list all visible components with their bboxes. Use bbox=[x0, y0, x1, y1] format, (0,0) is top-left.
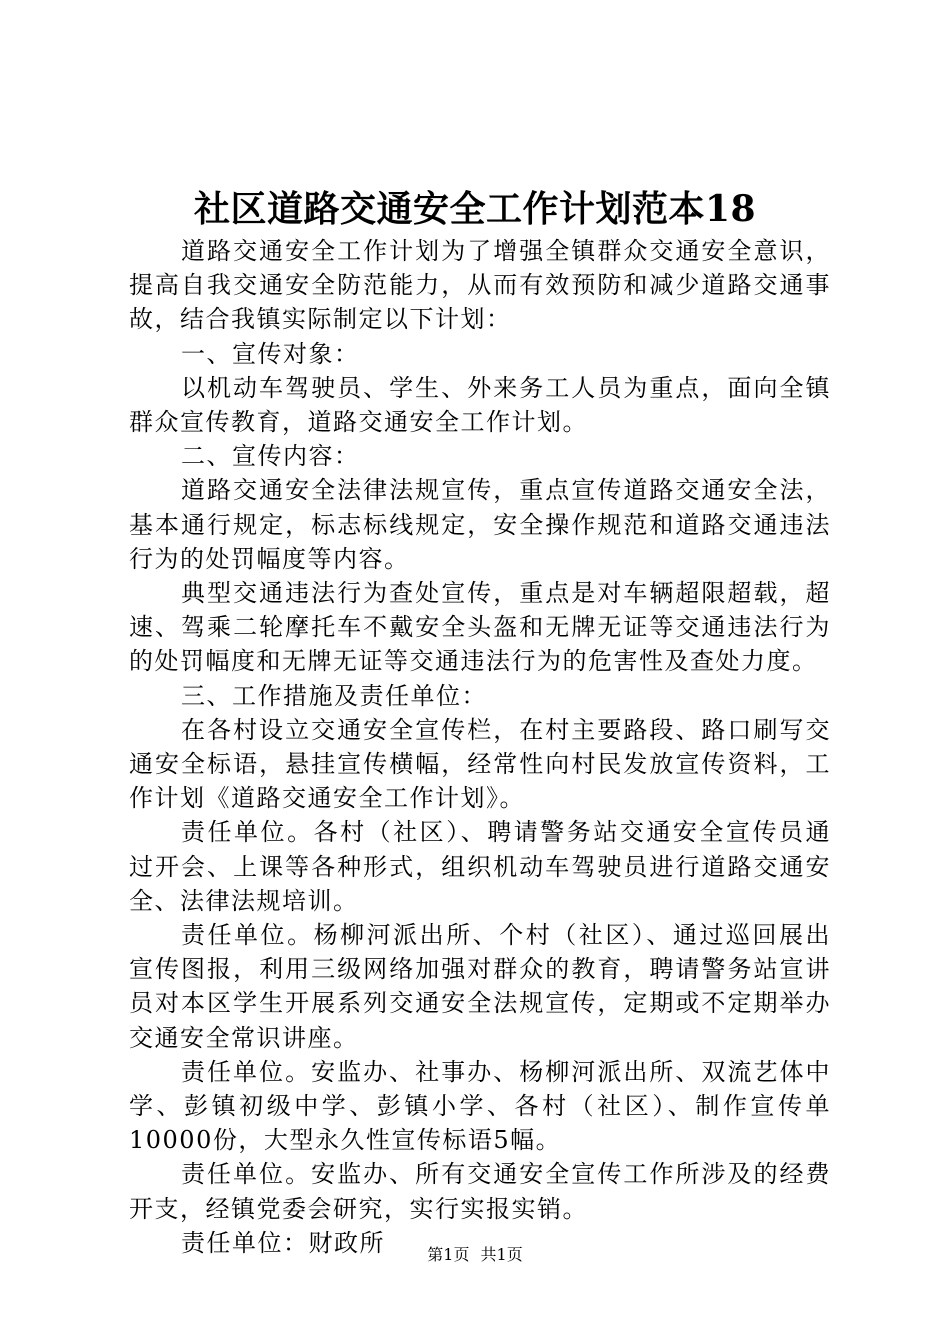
page-number-current: 第1页 bbox=[427, 1245, 470, 1264]
paragraph: 责任单位。安监办、社事办、杨柳河派出所、双流艺体中学、彭镇初级中学、彭镇小学、各村（社区）、制作宣传单10000份，大型永久性宣传标语5幅。 bbox=[129, 1057, 831, 1155]
document-title: 社区道路交通安全工作计划范本18 bbox=[193, 188, 757, 230]
section-heading-1: 一、宣传对象： bbox=[181, 339, 360, 368]
paragraph: 在各村设立交通安全宣传栏，在村主要路段、路口刷写交通安全标语，悬挂宣传横幅，经常性向村民发放宣传资料，工作计划《道路交通安全工作计划》。 bbox=[129, 715, 831, 813]
paragraph: 责任单位。各村（社区）、聘请警务站交通安全宣传员通过开会、上课等各种形式，组织机动车驾驶员进行道路交通安全、法律法规培训。 bbox=[129, 818, 831, 915]
paragraph: 责任单位。杨柳河派出所、个村（社区）、通过巡回展出宣传图报，利用三级网络加强对群众的教育，聘请警务站宣讲员对本区学生开展系列交通安全法规宣传，定期或不定期举办交通安全常识讲座。 bbox=[129, 921, 831, 1052]
paragraph: 责任单位：财政所 bbox=[181, 1228, 385, 1257]
paragraph: 典型交通违法行为查处宣传，重点是对车辆超限超载，超速、驾乘二轮摩托车不戴安全头盔和无牌无证等交通违法行为的处罚幅度和无牌无证等交通违法行为的危害性及查处力度。 bbox=[129, 579, 831, 676]
section-heading-2: 二、宣传内容： bbox=[181, 442, 360, 471]
paragraph: 责任单位。安监办、所有交通安全宣传工作所涉及的经费开支，经镇党委会研究，实行实报实销。 bbox=[129, 1160, 831, 1223]
document-body bbox=[129, 234, 831, 1260]
section-heading-3: 三、工作措施及责任单位： bbox=[181, 681, 487, 710]
paragraph: 道路交通安全法律法规宣传，重点宣传道路交通安全法，基本通行规定，标志标线规定，安全操作规范和道路交通违法行为的处罚幅度等内容。 bbox=[129, 476, 831, 573]
page-footer bbox=[0, 1245, 950, 1265]
page-number-total: 共1页 bbox=[480, 1245, 523, 1264]
paragraph: 以机动车驾驶员、学生、外来务工人员为重点，面向全镇群众宣传教育，道路交通安全工作计划。 bbox=[129, 373, 831, 437]
paragraph-intro: 道路交通安全工作计划为了增强全镇群众交通安全意识，提高自我交通安全防范能力，从而有效预防和减少道路交通事故，结合我镇实际制定以下计划： bbox=[129, 237, 831, 334]
